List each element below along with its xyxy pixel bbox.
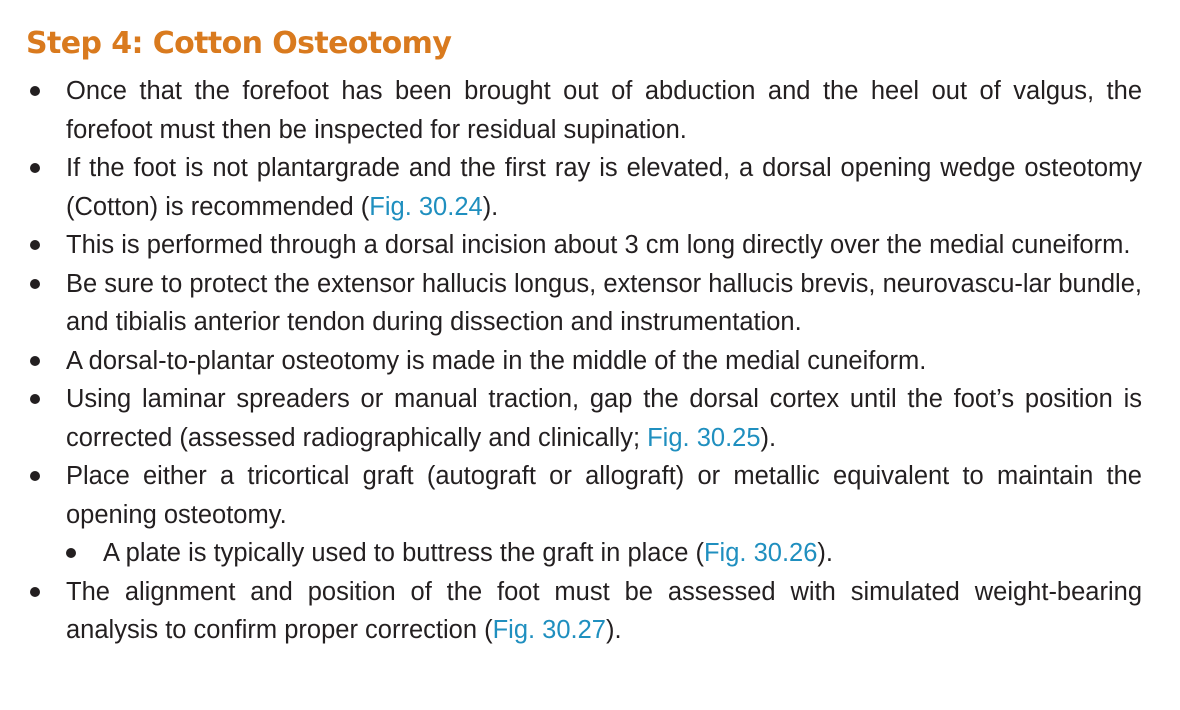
list-item-text: Be sure to protect the extensor hallucis longus, extensor hallucis brevis, neurovascu-lar bundle, and tibialis anterior tendon during dissection and instrumentation. — [66, 269, 1142, 336]
sub-list-item — [0, 534, 1142, 573]
bullet-icon — [30, 471, 40, 481]
list-item-text: Using laminar spreaders or manual traction, gap the dorsal cortex until the foot’s position is corrected (assessed radiographically and clinically; — [66, 385, 1142, 452]
bullet-icon — [30, 279, 40, 289]
list-item — [0, 380, 1142, 457]
bullet-icon — [30, 394, 40, 404]
list-item-text-end: ). — [760, 423, 777, 452]
list-item — [0, 265, 1142, 342]
list-item — [0, 457, 1142, 534]
list-item-text: A plate is typically used to buttress the graft in place ( — [103, 539, 704, 567]
section-heading: Step 4: Cotton Osteotomy — [26, 26, 452, 61]
list-item-text: Place either a tricortical graft (autograft or allograft) or metallic equivalent to maintain the opening osteotomy. — [66, 462, 1142, 529]
figure-link-30-26[interactable]: Fig. 30.26 — [703, 539, 818, 567]
bullet-list — [0, 72, 1180, 650]
list-item — [0, 342, 1142, 381]
list-item-text: The alignment and position of the foot must be assessed with simulated weight-bearing analysis to confirm proper correction ( — [66, 577, 1142, 644]
list-item — [0, 226, 1142, 265]
list-item — [0, 72, 1142, 149]
list-item-text: If the foot is not plantargrade and the first ray is elevated, a dorsal opening wedge osteotomy (Cotton) is recommended ( — [66, 154, 1142, 221]
list-item-text: A dorsal-to-plantar osteotomy is made in the middle of the medial cuneiform. — [66, 346, 927, 375]
bullet-icon — [30, 587, 40, 597]
bullet-icon — [30, 163, 40, 173]
bullet-icon — [30, 240, 40, 250]
list-item-text-end: ). — [605, 616, 622, 644]
list-item-text: Once that the forefoot has been brought out of abduction and the heel out of valgus, the forefoot must then be inspected for residual supination. — [66, 77, 1142, 144]
list-item — [0, 149, 1142, 226]
bullet-icon — [30, 356, 40, 366]
list-item-text: This is performed through a dorsal incision about 3 cm long directly over the medial cuneiform. — [66, 231, 1131, 259]
figure-link-30-27[interactable]: Fig. 30.27 — [492, 616, 606, 644]
figure-link-30-25[interactable]: Fig. 30.25 — [647, 423, 761, 452]
bullet-icon — [66, 548, 76, 558]
figure-link-30-24[interactable]: Fig. 30.24 — [369, 192, 483, 221]
list-item-text-end: ). — [817, 539, 833, 567]
list-item — [0, 573, 1142, 650]
list-item-text-end: ). — [482, 192, 499, 221]
bullet-icon — [30, 86, 40, 96]
